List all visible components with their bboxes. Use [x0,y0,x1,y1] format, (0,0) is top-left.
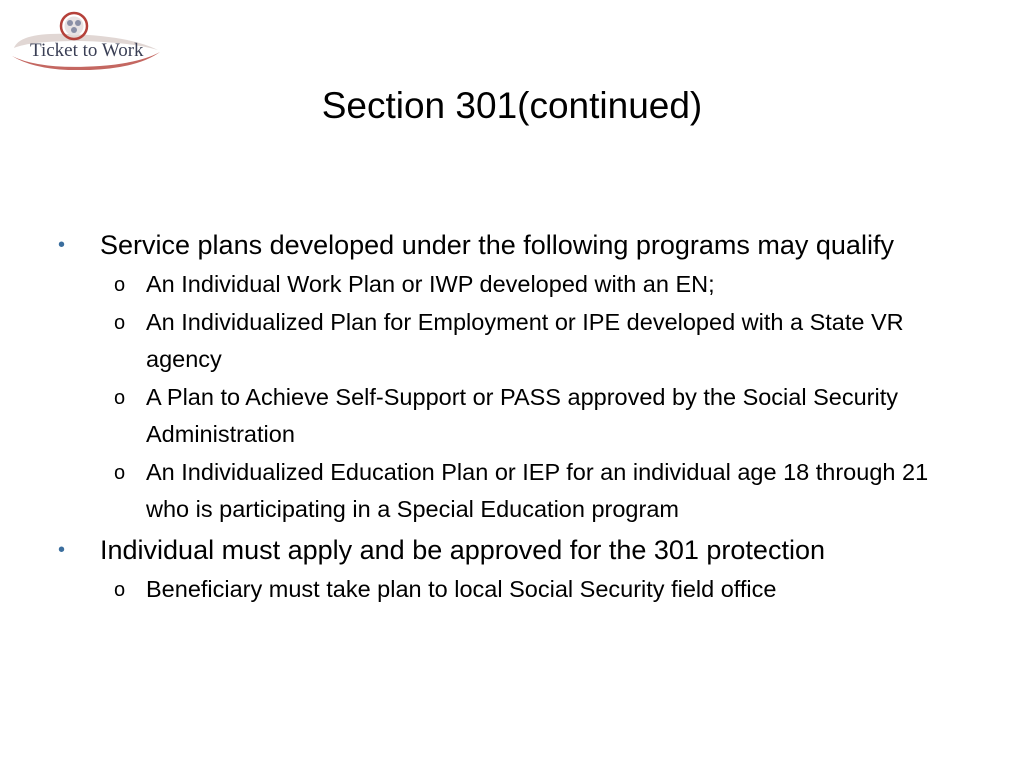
sub-bullet-text: A Plan to Achieve Self-Support or PASS approved by the Social Security Administration [146,383,898,447]
bullet-item [58,224,958,266]
sub-bullet-item [100,266,958,304]
bullet-text: Service plans developed under the following programs may qualify [100,230,894,260]
sub-bullet-item [100,304,958,379]
circle-bullet-icon: o [114,461,126,484]
circle-bullet-icon: o [114,311,126,334]
sub-bullet-text: Beneficiary must take plan to local Social Security field office [146,575,777,602]
slide-content [58,224,958,608]
sub-bullet-text: An Individualized Education Plan or IEP for an individual age 18 through 21 who is participating in a Special Education program [146,458,929,522]
circle-bullet-icon: o [114,386,126,409]
circle-bullet-icon: o [114,274,126,296]
bullet-item [58,529,958,571]
logo-text: Ticket to Work [30,40,144,61]
circle-bullet-icon: o [114,578,126,601]
sub-bullet-item [100,379,958,454]
sub-bullet-text: An Individualized Plan for Employment or IPE developed with a State VR agency [146,308,904,372]
bullet-text: Individual must apply and be approved for the 301 protection [100,534,825,565]
bullet-dot-icon: • [58,234,66,256]
slide-title: Section 301(continued) [321,85,703,126]
sub-bullet-text: An Individual Work Plan or IWP developed with an EN; [146,271,715,297]
ticket-to-work-logo [10,8,162,70]
bullet-dot-icon: • [58,538,66,561]
sub-bullet-item [100,571,958,609]
sub-bullet-item [100,454,958,529]
